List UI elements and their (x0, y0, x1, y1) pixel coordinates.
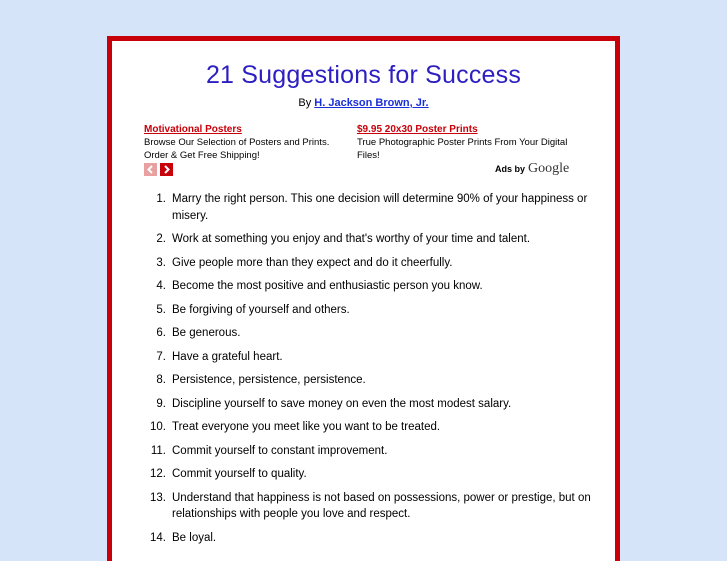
list-item-number: 2. (156, 233, 166, 245)
suggestions-list (142, 191, 597, 553)
list-item-number: 5. (156, 303, 166, 316)
list-item-number: 9. (156, 397, 166, 410)
list-item-text: Marry the right person. This one decision will determine 90% of your happiness or misery. (172, 193, 588, 222)
list-item (142, 278, 597, 295)
list-item-number: 14. (150, 531, 166, 544)
ad-text: True Photographic Poster Prints From Your Digital Files! (357, 137, 568, 161)
list-item-text: Work at something you enjoy and that's worthy of your time and talent. (172, 233, 531, 245)
list-item (142, 443, 597, 460)
list-item-number: 11. (150, 444, 166, 457)
chevron-right-icon[interactable] (160, 163, 173, 176)
list-item-text: Be generous. (172, 327, 241, 339)
list-item-number: 8. (156, 374, 166, 386)
content-frame (107, 36, 620, 561)
byline-prefix: By (298, 97, 312, 109)
google-logo: Google (528, 161, 570, 176)
list-item-number: 12. (150, 468, 166, 480)
list-item-number: 13. (150, 491, 166, 504)
list-item-text: Commit yourself to constant improvement. (172, 444, 388, 457)
list-item-number: 3. (156, 256, 166, 269)
ads-by-label: Ads by (495, 164, 526, 174)
ads-by-google[interactable] (495, 161, 569, 177)
list-item-number: 4. (156, 280, 166, 292)
ad-unit-1[interactable] (144, 123, 344, 162)
list-item (142, 396, 597, 413)
ad-unit-2[interactable] (357, 123, 572, 162)
byline (112, 97, 615, 109)
list-item-number: 7. (156, 350, 166, 363)
list-item (142, 349, 597, 366)
list-item (142, 530, 597, 547)
author-link[interactable]: H. Jackson Brown, Jr. (314, 97, 429, 109)
list-item (142, 372, 597, 389)
list-item (142, 466, 597, 483)
list-item-text: Become the most positive and enthusiastic person you know. (172, 280, 483, 292)
list-item-number: 10. (150, 421, 166, 433)
list-item (142, 255, 597, 272)
list-item (142, 419, 597, 436)
list-item-text: Understand that happiness is not based on possessions, power or prestige, but on relationships with people you love and respect. (172, 491, 591, 520)
list-item-text: Be forgiving of yourself and others. (172, 303, 350, 316)
list-item-text: Discipline yourself to save money on even the most modest salary. (172, 397, 512, 410)
list-item-number: 1. (156, 193, 166, 205)
chevron-left-icon[interactable] (144, 163, 157, 176)
list-item-text: Commit yourself to quality. (172, 468, 307, 480)
list-item-text: Treat everyone you meet like you want to be treated. (172, 421, 441, 433)
list-item-text: Give people more than they expect and do it cheerfully. (172, 256, 453, 269)
ad-navigation (144, 163, 173, 176)
list-item (142, 231, 597, 248)
list-item-text: Persistence, persistence, persistence. (172, 374, 366, 386)
page-title: 21 Suggestions for Success (205, 61, 522, 89)
ad-text: Browse Our Selection of Posters and Prints. Order & Get Free Shipping! (144, 137, 330, 161)
list-item (142, 325, 597, 342)
list-item-number: 6. (156, 327, 166, 339)
list-item-text: Be loyal. (172, 531, 217, 544)
ad-title-link[interactable]: Motivational Posters (144, 124, 242, 135)
ad-title-link[interactable]: $9.95 20x30 Poster Prints (357, 124, 478, 135)
list-item (142, 191, 597, 224)
list-item (142, 302, 597, 319)
list-item (142, 490, 597, 523)
list-item-text: Have a grateful heart. (172, 350, 283, 363)
